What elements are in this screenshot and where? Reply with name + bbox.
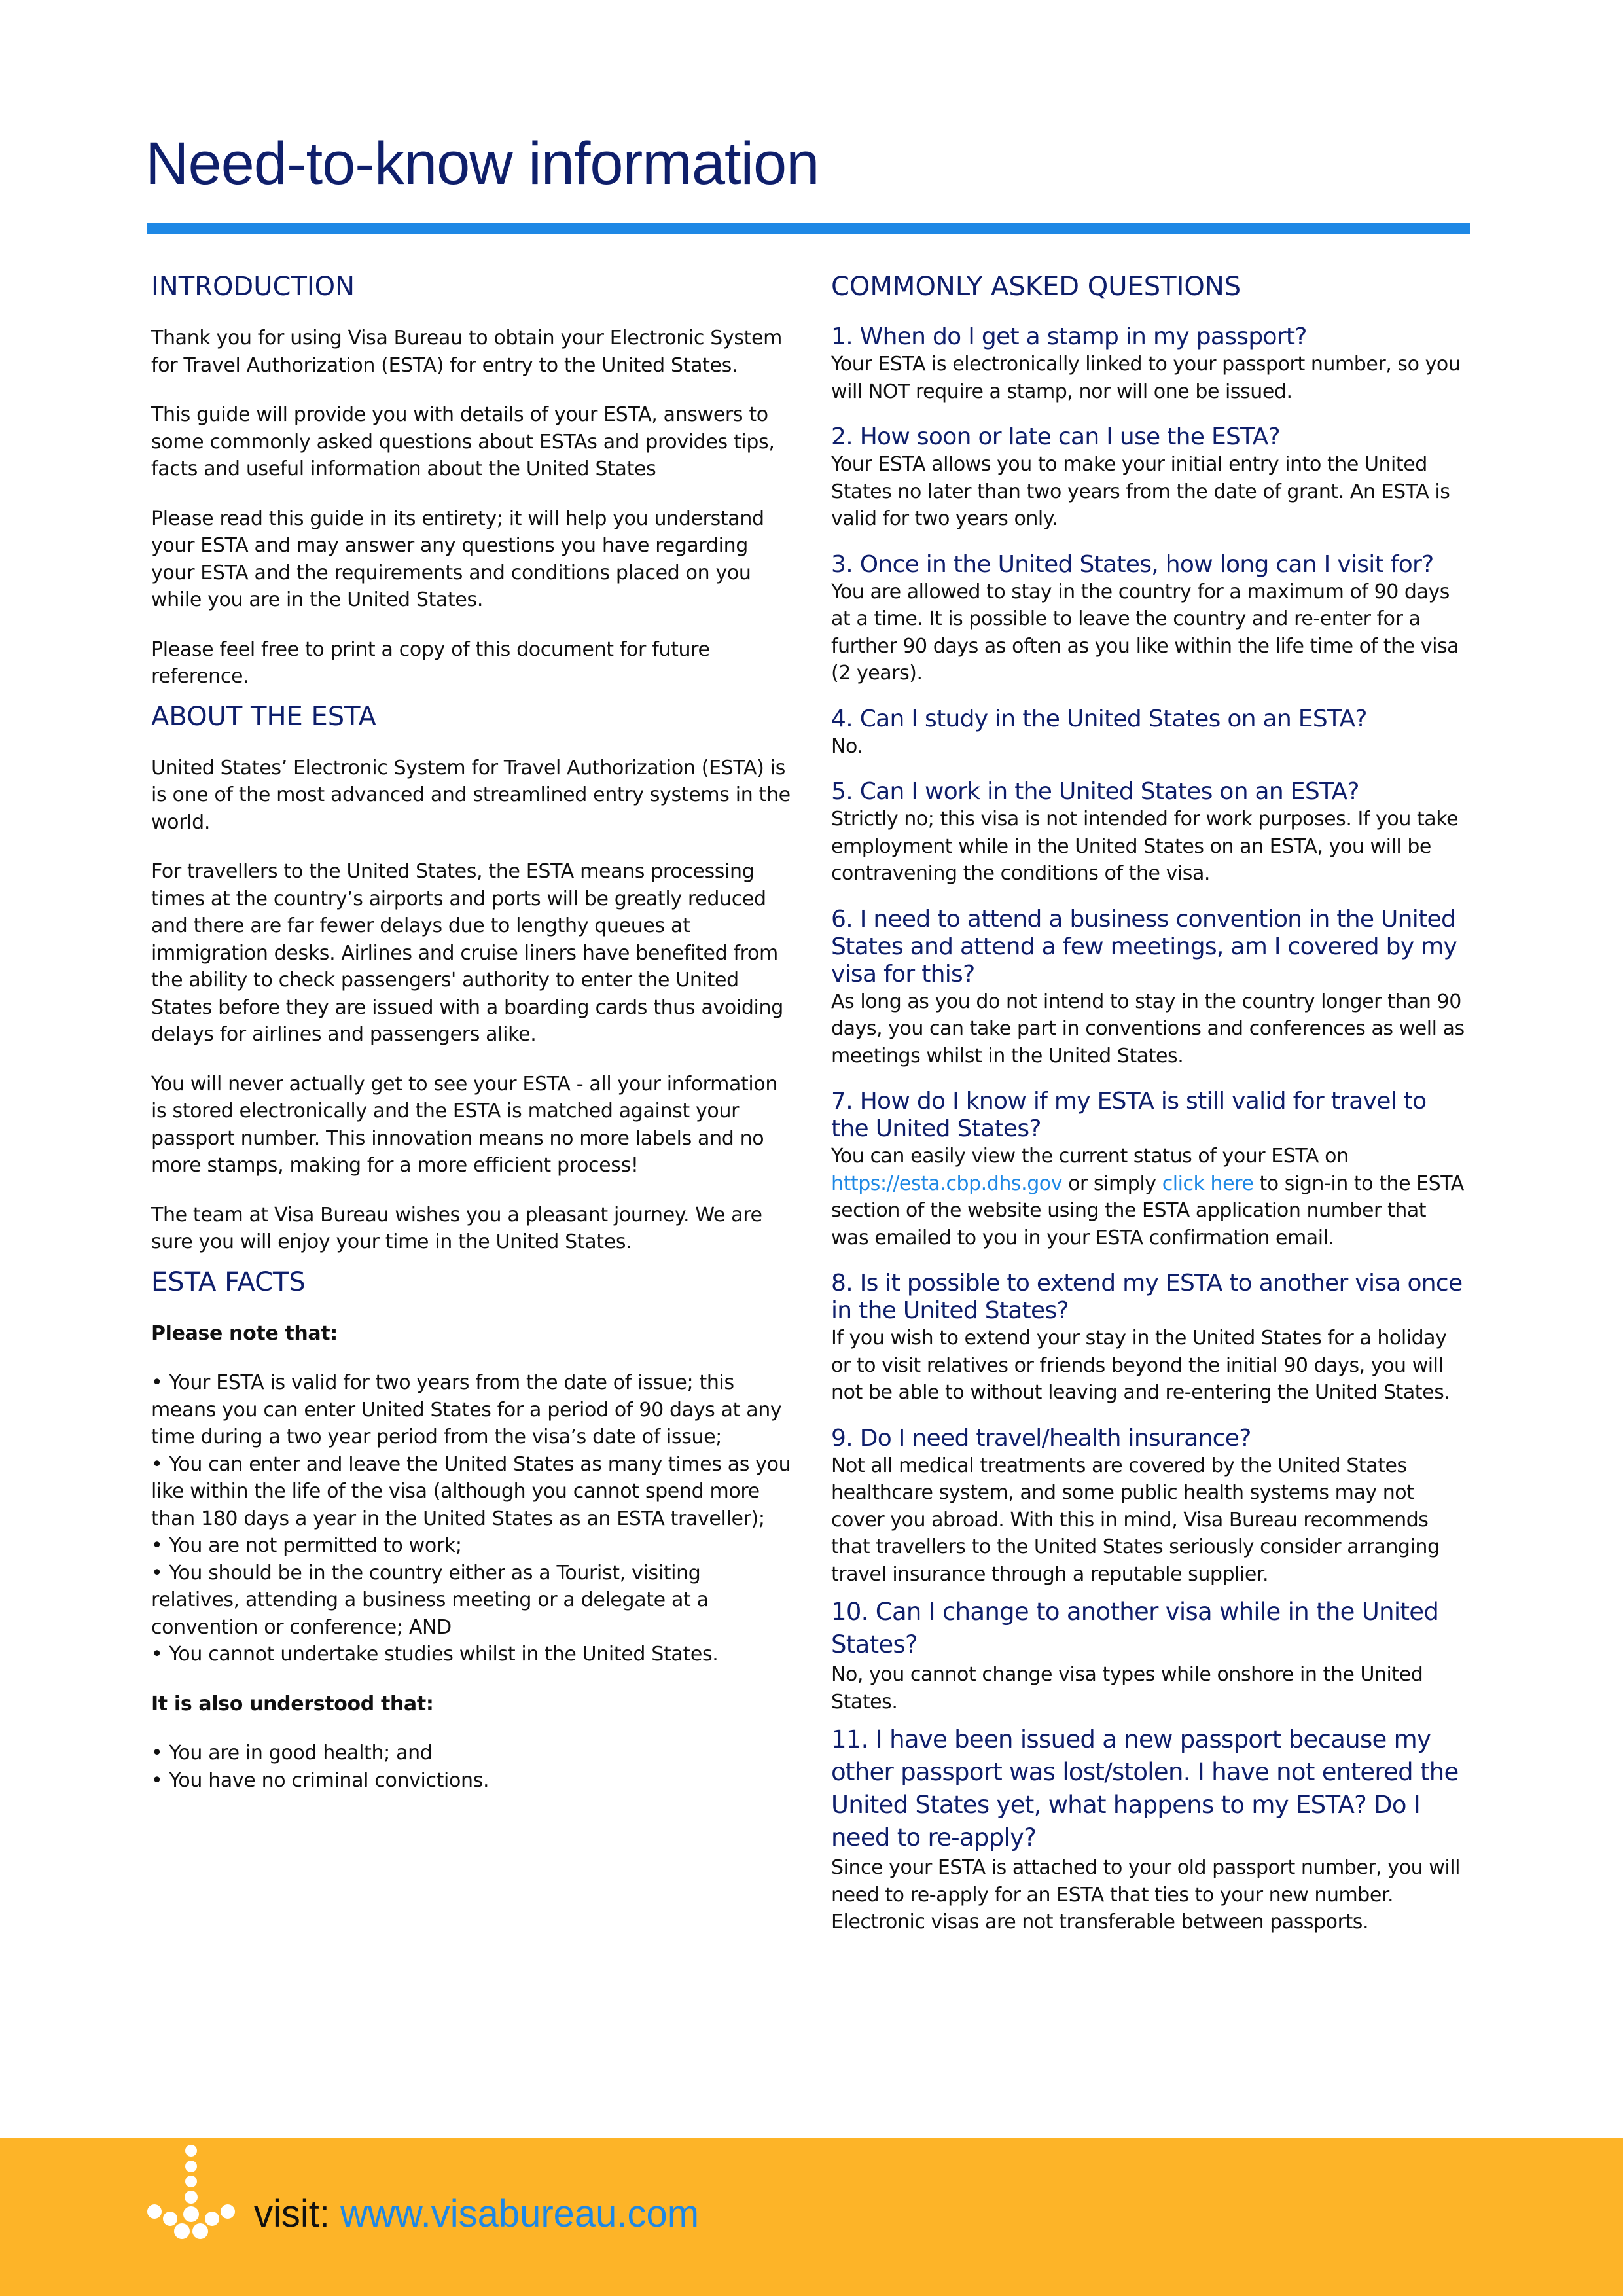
faq-answer: You are allowed to stay in the country for a maximum of 90 days at a time. It is possible to leave the country and re-enter for a further 90 days as often as you like within the life time of the visa (2 years). (831, 580, 1459, 685)
footer-visit-label: visit: (254, 2193, 330, 2235)
intro-paragraph: Please feel free to print a copy of this document for future reference. (151, 637, 710, 688)
faq-question: 1. When do I get a stamp in my passport? (831, 323, 1307, 350)
note-bullet-list (151, 1369, 793, 1668)
click-here-link[interactable]: click here (1162, 1172, 1254, 1195)
list-item (151, 1451, 793, 1533)
faq-answer: If you wish to extend your stay in the United States for a holiday or to visit relatives or friends beyond the initial 90 days, you will not be able to without leaving and re-entering the United States. (831, 1327, 1450, 1404)
faq-item (831, 1425, 1469, 1588)
faq-item (831, 706, 1469, 761)
bullet-icon: • (151, 1768, 163, 1792)
footer-website-link[interactable]: www.visabureau.com (340, 2193, 700, 2235)
footer-visit-text (254, 2192, 699, 2236)
faq-heading: COMMONLY ASKED QUESTIONS (831, 272, 1241, 302)
answer-text: or simply (1068, 1172, 1156, 1195)
bullet-icon: • (151, 1452, 163, 1476)
faq-item (831, 1088, 1469, 1251)
faq-answer: Your ESTA is electronically linked to your passport number, so you will NOT require a stamp, nor will one be issued. (831, 353, 1461, 403)
faq-question: 3. Once in the United States, how long can I visit for? (831, 550, 1434, 578)
introduction-heading: INTRODUCTION (151, 272, 355, 302)
footer-band (0, 2138, 1623, 2296)
faq-question: 11. I have been issued a new passport because my other passport was lost/stolen. I have not entered the United States yet, what happens to my ESTA? Do I need to re-apply? (831, 1725, 1459, 1852)
faq-question: 2. How soon or late can I use the ESTA? (831, 423, 1280, 450)
list-item-text: You are not permitted to work; (169, 1534, 462, 1557)
faq-item (831, 423, 1469, 533)
left-column (151, 268, 793, 1816)
faq-item (831, 1596, 1469, 1715)
list-item (151, 1740, 793, 1767)
list-item-text: You should be in the country either as a Tourist, visiting relatives, attending a business meeting or a delegate at a convention or conference; AND (151, 1561, 709, 1639)
faq-question: 8. Is it possible to extend my ESTA to another visa once in the United States? (831, 1270, 1463, 1324)
intro-paragraph: This guide will provide you with details of your ESTA, answers to some commonly asked questions about ESTAs and provides tips, facts and useful information about the United States (151, 403, 775, 480)
faq-item (831, 1270, 1469, 1407)
faq-answer (831, 1143, 1469, 1251)
understood-label: It is also understood that: (151, 1692, 434, 1715)
list-item (151, 1560, 793, 1641)
list-item-text: You can enter and leave the United States as many times as you like within the life of the visa (although you cannot spend more than 180 days a year in the United States as an ESTA traveller); (151, 1452, 791, 1530)
about-paragraph: You will never actually get to see your ESTA - all your information is stored electronically and the ESTA is matched against your passport number. This innovation means no more labels and no more stamps, making for a more efficient process! (151, 1072, 778, 1177)
visa-bureau-dots-logo-icon (145, 2144, 237, 2242)
bullet-icon: • (151, 1561, 163, 1585)
faq-item (831, 551, 1469, 687)
about-paragraph: For travellers to the United States, the ESTA means processing times at the country’s airports and ports will be greatly reduced and there are far fewer delays due to lengthy queues at immigration desks. Airlines and cruise liners have benefited from the ability to check passengers' authority to enter the United States before they are issued with a boarding cards thus avoiding delays for airlines and passengers alike. (151, 860, 783, 1046)
list-item (151, 1767, 793, 1795)
about-paragraph: The team at Visa Bureau wishes you a pleasant journey. We are sure you will enjoy your time in the United States. (151, 1203, 762, 1253)
faq-question: 10. Can I change to another visa while in the United States? (831, 1598, 1439, 1659)
right-column (831, 268, 1469, 1954)
faq-question: 5. Can I work in the United States on an ESTA? (831, 778, 1359, 805)
facts-heading: ESTA FACTS (151, 1266, 306, 1297)
list-item-text: You cannot undertake studies whilst in the United States. (169, 1643, 719, 1666)
note-label: Please note that: (151, 1321, 338, 1345)
bullet-icon: • (151, 1534, 163, 1557)
list-item-text: Your ESTA is valid for two years from the date of issue; this means you can enter United States for a period of 90 days at any time during a two year period from the visa’s date of issue; (151, 1371, 782, 1448)
answer-text: to sign-in to the ESTA section of the website using the ESTA application number that was emailed to you in your ESTA confirmation email. (831, 1172, 1464, 1249)
understood-bullet-list (151, 1740, 793, 1794)
faq-question: 6. I need to attend a business convention in the United States and attend a few meetings, am I covered by my visa for this? (831, 905, 1457, 988)
faq-item (831, 778, 1469, 888)
faq-answer: As long as you do not intend to stay in the country longer than 90 days, you can take part in conventions and conferences as well as meetings whilst in the United States. (831, 990, 1465, 1067)
bullet-icon: • (151, 1742, 163, 1765)
list-item-text: You have no criminal convictions. (169, 1768, 490, 1792)
about-paragraph: United States’ Electronic System for Travel Authorization (ESTA) is is one of the most advanced and streamlined entry systems in the world. (151, 756, 791, 834)
answer-text: You can easily view the current status of your ESTA on (831, 1145, 1349, 1168)
faq-question: 9. Do I need travel/health insurance? (831, 1424, 1251, 1452)
faq-answer: Strictly no; this visa is not intended for work purposes. If you take employment while in the United States on an ESTA, you will be contravening the conditions of the visa. (831, 808, 1459, 885)
bullet-icon: • (151, 1643, 163, 1666)
faq-question: 4. Can I study in the United States on an ESTA? (831, 705, 1367, 732)
intro-paragraph: Thank you for using Visa Bureau to obtain your Electronic System for Travel Authorization (ESTA) for entry to the United States. (151, 327, 783, 377)
list-item-text: You are in good health; and (169, 1742, 433, 1765)
faq-answer: Your ESTA allows you to make your initial entry into the United States no later than two years from the date of grant. An ESTA is valid for two years only. (831, 453, 1450, 530)
faq-item (831, 323, 1469, 405)
list-item (151, 1641, 793, 1668)
list-item (151, 1369, 793, 1451)
about-heading: ABOUT THE ESTA (151, 701, 376, 732)
faq-answer: Not all medical treatments are covered by the United States healthcare system, and some public health systems may not cover you abroad. With this in mind, Visa Bureau recommends that travellers to the United States seriously consider arranging travel insurance through a reputable supplier. (831, 1454, 1440, 1586)
faq-answer: No, you cannot change visa types while onshore in the United States. (831, 1663, 1423, 1713)
faq-item (831, 1723, 1469, 1936)
bullet-icon: • (151, 1371, 163, 1394)
faq-answer: Since your ESTA is attached to your old passport number, you will need to re-apply for an ESTA that ties to your new number. Electronic visas are not transferable between passports. (831, 1856, 1460, 1933)
title-rule (147, 223, 1470, 234)
list-item (151, 1532, 793, 1560)
esta-website-link[interactable]: https://esta.cbp.dhs.gov (831, 1172, 1062, 1195)
page-title: Need-to-know information (145, 130, 819, 197)
faq-item (831, 906, 1469, 1070)
faq-answer: No. (831, 734, 863, 758)
faq-question: 7. How do I know if my ESTA is still valid for travel to the United States? (831, 1088, 1427, 1142)
intro-paragraph: Please read this guide in its entirety; it will help you understand your ESTA and may answer any questions you have regarding your ESTA and the requirements and conditions placed on you while you are in the United States. (151, 507, 764, 611)
